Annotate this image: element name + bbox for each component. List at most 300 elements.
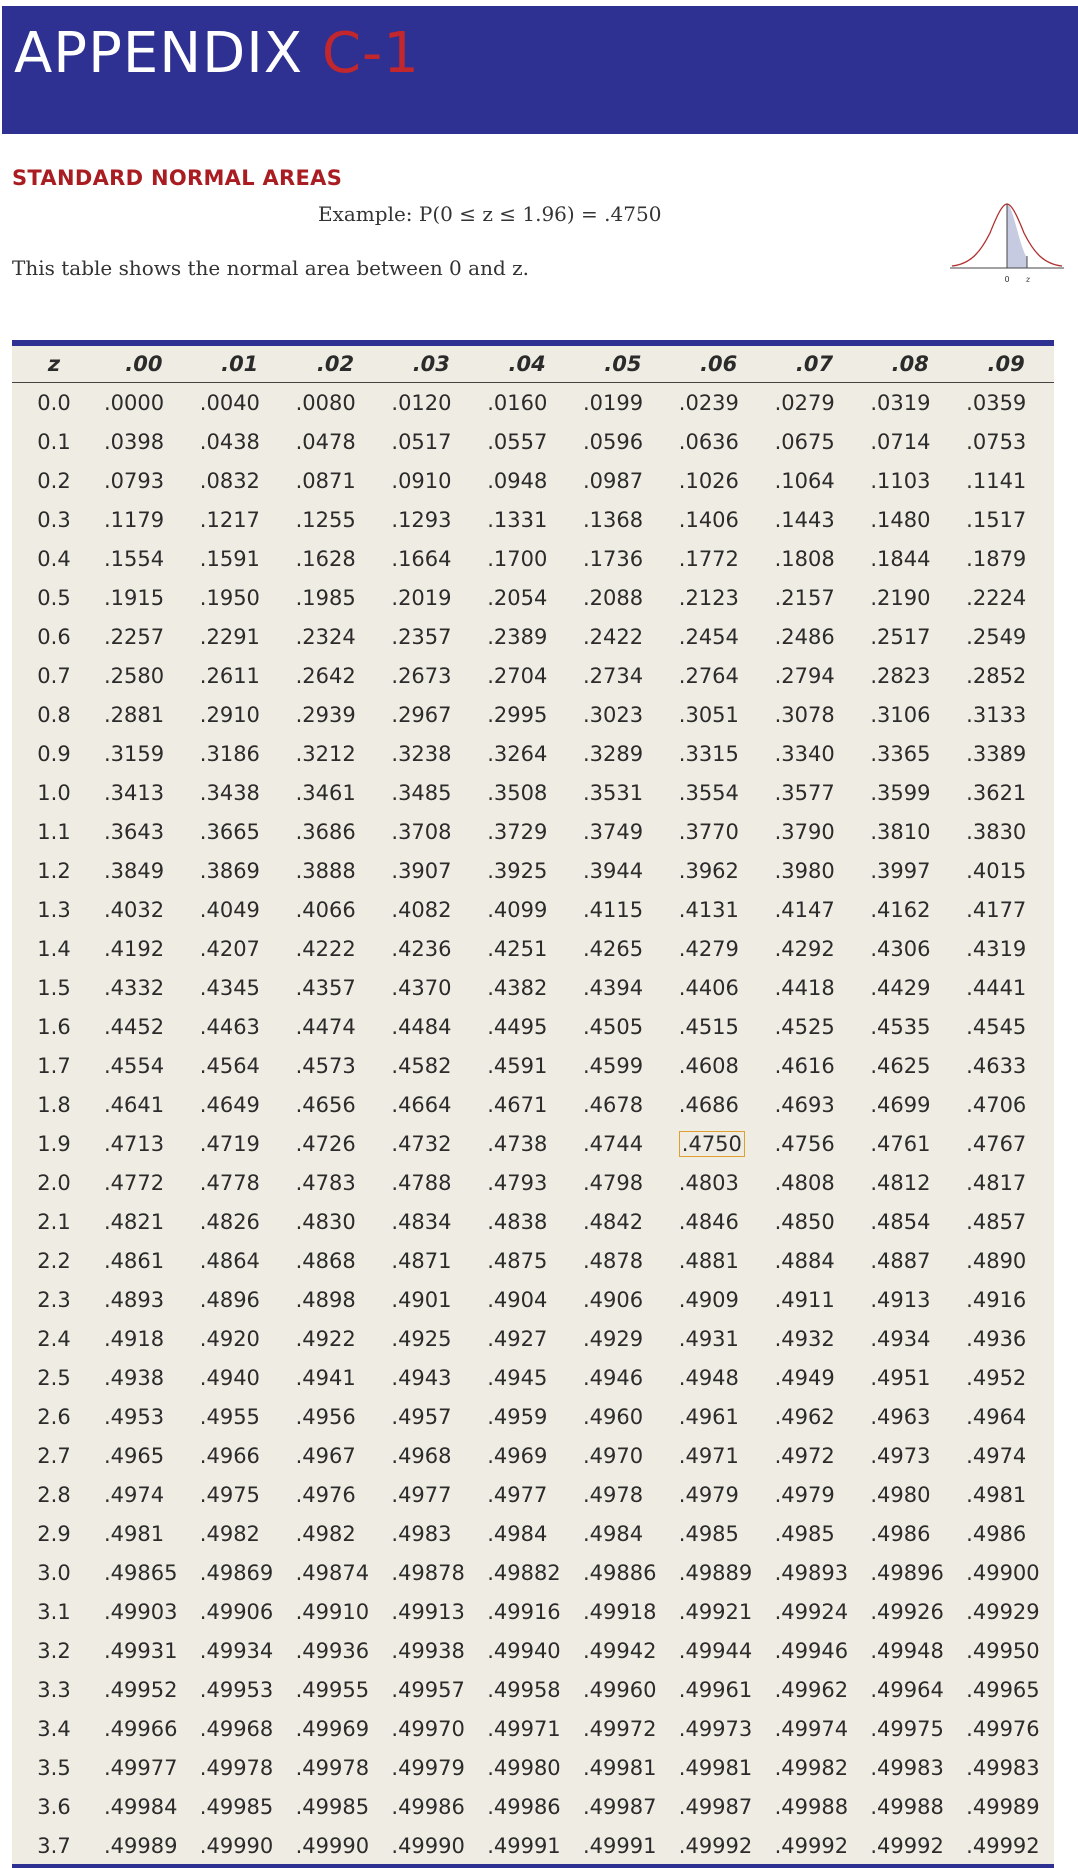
area-value: .1915 [104,585,165,610]
table-row [12,1163,1054,1202]
area-value: .4971 [678,1443,739,1468]
area-value: .4656 [295,1092,356,1117]
area-value: .49984 [104,1794,178,1819]
area-value: .0714 [870,429,931,454]
area-value: .4949 [774,1365,835,1390]
area-value: .4961 [678,1404,739,1429]
area-value: .4985 [678,1521,739,1546]
area-value: .49985 [295,1794,370,1819]
area-value: .49982 [774,1755,849,1780]
area-value: .0793 [104,468,165,493]
area-value: .4394 [582,975,644,1000]
table-row [12,1475,1054,1514]
area-value: .4817 [966,1170,1027,1195]
row-z-value: 0.7 [37,663,71,688]
area-value: .49955 [295,1677,370,1702]
area-value: .49974 [774,1716,849,1741]
area-value: .1480 [870,507,931,532]
area-value: .4982 [199,1521,260,1546]
area-value: .49985 [199,1794,274,1819]
area-value: .3830 [966,819,1027,844]
area-value: .3810 [870,819,931,844]
area-value: .4177 [966,897,1027,922]
area-value: .49987 [582,1794,657,1819]
area-value: .4812 [870,1170,931,1195]
area-value: .3508 [487,780,548,805]
area-value: .0199 [582,390,644,415]
area-value: .4641 [104,1092,165,1117]
area-value: .0753 [966,429,1027,454]
column-header: .06 [671,346,767,383]
area-value: .4525 [774,1014,835,1039]
area-value: .4803 [678,1170,739,1195]
row-z-value: 3.0 [37,1560,71,1585]
area-value: .49924 [774,1599,849,1624]
area-value: .0517 [391,429,452,454]
area-value: .4370 [391,975,452,1000]
row-z-value: 3.4 [37,1716,71,1741]
table-row [12,1046,1054,1085]
area-value: .4964 [966,1404,1027,1429]
area-value: .3790 [774,819,835,844]
area-value: .4345 [199,975,260,1000]
area-value: .4279 [678,936,739,961]
section-heading: STANDARD NORMAL AREAS [12,166,343,190]
area-value: .0279 [774,390,835,415]
area-value: .4932 [774,1326,835,1351]
table-row [12,1202,1054,1241]
area-value: .3485 [391,780,452,805]
area-value: .4896 [199,1287,260,1312]
area-value: .0000 [104,390,165,415]
table-row [12,1826,1054,1865]
area-value: .1103 [870,468,931,493]
area-value: .4474 [295,1014,356,1039]
area-value: .4207 [199,936,260,961]
area-value: .1772 [678,546,739,571]
area-value: .4913 [870,1287,931,1312]
area-value: .0675 [774,429,835,454]
area-value: .3577 [774,780,835,805]
table-row [12,539,1054,578]
example-formula: Example: P(0 ≤ z ≤ 1.96) = .4750 [318,202,662,226]
area-value: .4929 [582,1326,644,1351]
table-row [12,1280,1054,1319]
area-value: .49865 [104,1560,178,1585]
column-header: .02 [288,346,384,383]
table-row [12,1007,1054,1046]
area-value: .4452 [104,1014,165,1039]
area-value: .4974 [104,1482,165,1507]
area-value: .4980 [870,1482,931,1507]
area-value: .1591 [199,546,260,571]
area-value: .4162 [870,897,931,922]
area-value: .4898 [295,1287,356,1312]
area-value: .3078 [774,702,835,727]
area-value: .2580 [104,663,165,688]
area-value: .2549 [966,624,1027,649]
area-value: .2486 [774,624,835,649]
area-value: .1844 [870,546,931,571]
area-value: .2881 [104,702,165,727]
area-value: .49869 [199,1560,274,1585]
area-value: .4864 [199,1248,260,1273]
row-z-value: 3.3 [37,1677,71,1702]
area-value: .0948 [487,468,548,493]
table-row [12,1670,1054,1709]
area-value: .49961 [678,1677,753,1702]
area-value: .4599 [582,1053,644,1078]
area-value: .0910 [391,468,452,493]
table-header-row [12,346,1054,383]
area-value: .4265 [582,936,644,961]
table-row [12,929,1054,968]
area-value: .49900 [966,1560,1040,1585]
area-value: .4931 [678,1326,739,1351]
area-value: .49929 [966,1599,1040,1624]
area-value: .2224 [966,585,1027,610]
area-value: .4767 [966,1131,1027,1156]
area-value: .0160 [487,390,548,415]
area-value: .0636 [678,429,739,454]
area-value: .49934 [199,1638,274,1663]
area-value: .1026 [678,468,739,493]
row-z-value: 1.5 [37,975,71,1000]
area-value: .49975 [870,1716,944,1741]
area-value: .4649 [199,1092,260,1117]
table-row [12,461,1054,500]
area-value: .3980 [774,858,835,883]
area-value: .4981 [966,1482,1027,1507]
area-value: .3461 [295,780,356,805]
area-value: .4909 [678,1287,739,1312]
area-value: .4977 [391,1482,452,1507]
area-value: .2357 [391,624,452,649]
area-value: .4968 [391,1443,452,1468]
area-value: .4049 [199,897,260,922]
column-header: .05 [575,346,671,383]
area-value: .4962 [774,1404,835,1429]
area-value: .1808 [774,546,835,571]
area-value: .4251 [487,936,548,961]
area-value: .49964 [870,1677,944,1702]
area-value: .0557 [487,429,548,454]
area-value: .1293 [391,507,452,532]
area-value: .0120 [391,390,452,415]
area-value: .3749 [582,819,644,844]
area-value: .49981 [582,1755,657,1780]
row-z-value: 2.1 [37,1209,71,1234]
table-row [12,1709,1054,1748]
area-value: .3599 [870,780,931,805]
area-value: .4972 [774,1443,835,1468]
area-value: .49990 [391,1833,465,1858]
area-value: .0438 [199,429,260,454]
table-row [12,617,1054,656]
area-value: .4693 [774,1092,835,1117]
area-value: .4906 [582,1287,644,1312]
area-value: .2642 [295,663,356,688]
area-value: .4222 [295,936,356,961]
area-value: .4236 [391,936,452,961]
area-value: .1664 [391,546,452,571]
area-value: .3907 [391,858,452,883]
area-value: .3708 [391,819,452,844]
area-value: .49944 [678,1638,753,1663]
area-value: .4904 [487,1287,548,1312]
area-value: .3212 [295,741,356,766]
area-value: .49921 [678,1599,753,1624]
area-value: .4927 [487,1326,548,1351]
area-value: .4969 [487,1443,548,1468]
area-value: .0398 [104,429,165,454]
area-value: .0080 [295,390,356,415]
area-value: .3106 [870,702,931,727]
row-z-value: 1.9 [37,1131,71,1156]
column-header: .07 [767,346,863,383]
area-value: .49968 [199,1716,274,1741]
area-value: .49972 [582,1716,657,1741]
area-value: .4922 [295,1326,356,1351]
area-value: .4878 [582,1248,644,1273]
area-value: .49986 [487,1794,561,1819]
row-z-value: 1.7 [37,1053,71,1078]
area-value: .4951 [870,1365,931,1390]
area-value: .4564 [199,1053,260,1078]
row-z-value: 1.0 [37,780,71,805]
area-value: .3621 [966,780,1027,805]
area-value: .4943 [391,1365,452,1390]
area-value: .4686 [678,1092,739,1117]
area-value: .2852 [966,663,1027,688]
area-value: .3925 [487,858,548,883]
area-value: .49992 [678,1833,753,1858]
area-value: .4984 [487,1521,548,1546]
area-value: .49903 [104,1599,178,1624]
area-value: .4418 [774,975,835,1000]
area-value: .1406 [678,507,739,532]
row-z-value: 3.1 [37,1599,71,1624]
column-header: .04 [479,346,575,383]
area-value: .49926 [870,1599,944,1624]
area-value: .3438 [199,780,260,805]
row-z-value: 2.8 [37,1482,71,1507]
area-value: .2324 [295,624,356,649]
area-value: .4893 [104,1287,165,1312]
area-value: .3888 [295,858,356,883]
area-value: .3365 [870,741,931,766]
area-value: .2422 [582,624,644,649]
table-row [12,1553,1054,1592]
area-value: .4957 [391,1404,452,1429]
area-value: .4901 [391,1287,452,1312]
area-value: .1368 [582,507,644,532]
area-value: .4131 [678,897,739,922]
area-value: .4887 [870,1248,931,1273]
table-row [12,383,1054,423]
area-value: .0478 [295,429,356,454]
area-value: .4484 [391,1014,452,1039]
area-value: .3159 [104,741,165,766]
area-value: .49987 [678,1794,753,1819]
row-z-value: 2.4 [37,1326,71,1351]
area-value: .1255 [295,507,356,532]
table-row [12,1085,1054,1124]
row-z-value: 0.5 [37,585,71,610]
area-value: .2291 [199,624,260,649]
area-value: .2967 [391,702,452,727]
area-value: .3186 [199,741,260,766]
area-value: .4970 [582,1443,644,1468]
area-value: .3729 [487,819,548,844]
row-z-value: 0.6 [37,624,71,649]
column-header: .03 [383,346,479,383]
area-value: .4726 [295,1131,356,1156]
area-value: .4983 [391,1521,452,1546]
area-value: .4306 [870,936,931,961]
area-value: .49983 [966,1755,1040,1780]
table-row [12,1397,1054,1436]
area-value: .49978 [295,1755,370,1780]
row-z-value: 3.7 [37,1833,71,1858]
area-value: .4292 [774,936,835,961]
area-value: .4783 [295,1170,356,1195]
area-value: .4890 [966,1248,1027,1273]
area-value: .49981 [678,1755,753,1780]
area-value: .2190 [870,585,931,610]
table-row [12,1592,1054,1631]
table-row [12,968,1054,1007]
area-value: .4319 [966,936,1027,961]
area-value: .4965 [104,1443,165,1468]
area-value: .1217 [199,507,260,532]
area-value: .3133 [966,702,1027,727]
table-row [12,422,1054,461]
area-value: .4713 [104,1131,165,1156]
area-value: .2517 [870,624,931,649]
area-value: .49942 [582,1638,657,1663]
area-value: .4966 [199,1443,260,1468]
area-value: .4732 [391,1131,452,1156]
area-value: .2734 [582,663,644,688]
area-value: .49886 [582,1560,657,1585]
area-value: .4985 [774,1521,835,1546]
area-value: .49893 [774,1560,849,1585]
area-value: .49990 [295,1833,370,1858]
area-value: .0239 [678,390,739,415]
area-value: .4671 [487,1092,548,1117]
area-value: .49977 [104,1755,178,1780]
area-value: .4808 [774,1170,835,1195]
area-value: .49889 [678,1560,753,1585]
column-header: .09 [958,346,1054,383]
area-value: .49992 [870,1833,944,1858]
curve-label-z: z [1025,275,1031,284]
area-value: .4744 [582,1131,644,1156]
area-value: .49950 [966,1638,1040,1663]
row-z-value: 3.5 [37,1755,71,1780]
area-value: .4953 [104,1404,165,1429]
appendix-title-main: APPENDIX [14,21,322,86]
area-value: .4871 [391,1248,452,1273]
area-value: .3315 [678,741,739,766]
row-z-value: 0.8 [37,702,71,727]
area-value: .4032 [104,897,165,922]
area-value: .4147 [774,897,835,922]
table-row [12,1319,1054,1358]
normal-curve-icon [950,198,1064,288]
area-value: .4838 [487,1209,548,1234]
area-value: .4761 [870,1131,931,1156]
area-value: .49906 [199,1599,274,1624]
area-value: .2123 [678,585,739,610]
highlighted-value: .4750 [679,1131,745,1157]
area-value: .1554 [104,546,165,571]
area-value: .49957 [391,1677,465,1702]
area-value: .4956 [295,1404,356,1429]
area-value: .49931 [104,1638,178,1663]
area-value: .49965 [966,1677,1040,1702]
table-row [12,1124,1054,1163]
row-z-value: 1.1 [37,819,71,844]
area-value: .4986 [966,1521,1027,1546]
area-value: .2823 [870,663,931,688]
area-value: .4406 [678,975,739,1000]
row-z-value: 0.0 [37,390,71,415]
area-value: .3643 [104,819,165,844]
area-value: .4099 [487,897,548,922]
area-value: .1179 [104,507,165,532]
area-value: .2257 [104,624,165,649]
row-z-value: 2.6 [37,1404,71,1429]
area-value: .4633 [966,1053,1027,1078]
area-value: .4982 [295,1521,356,1546]
area-value: .4192 [104,936,165,961]
area-value: .3051 [678,702,739,727]
area-value: .4959 [487,1404,548,1429]
column-header: .08 [862,346,958,383]
area-value: .4573 [295,1053,356,1078]
row-z-value: 2.5 [37,1365,71,1390]
area-value: .4854 [870,1209,931,1234]
area-value: .3770 [678,819,739,844]
table-row [12,1514,1054,1553]
area-value: .0871 [295,468,356,493]
area-value: .4066 [295,897,356,922]
area-value: .49988 [774,1794,849,1819]
area-value: .4554 [104,1053,165,1078]
area-value: .0040 [199,390,260,415]
area-value: .4911 [774,1287,835,1312]
row-z-value: 2.7 [37,1443,71,1468]
area-value: .4979 [774,1482,835,1507]
area-value: .4515 [678,1014,739,1039]
area-value: .4582 [391,1053,452,1078]
area-value: .3869 [199,858,260,883]
row-z-value: 2.0 [37,1170,71,1195]
column-header: .01 [192,346,288,383]
area-value: .4495 [487,1014,548,1039]
area-value: .3686 [295,819,356,844]
area-value: .4948 [678,1365,739,1390]
area-value: .4591 [487,1053,548,1078]
area-value: .2088 [582,585,644,610]
area-value: .4918 [104,1326,165,1351]
column-header-z: z [12,346,96,383]
row-z-value: 2.2 [37,1248,71,1273]
area-value: .2910 [199,702,260,727]
area-value: .4793 [487,1170,548,1195]
